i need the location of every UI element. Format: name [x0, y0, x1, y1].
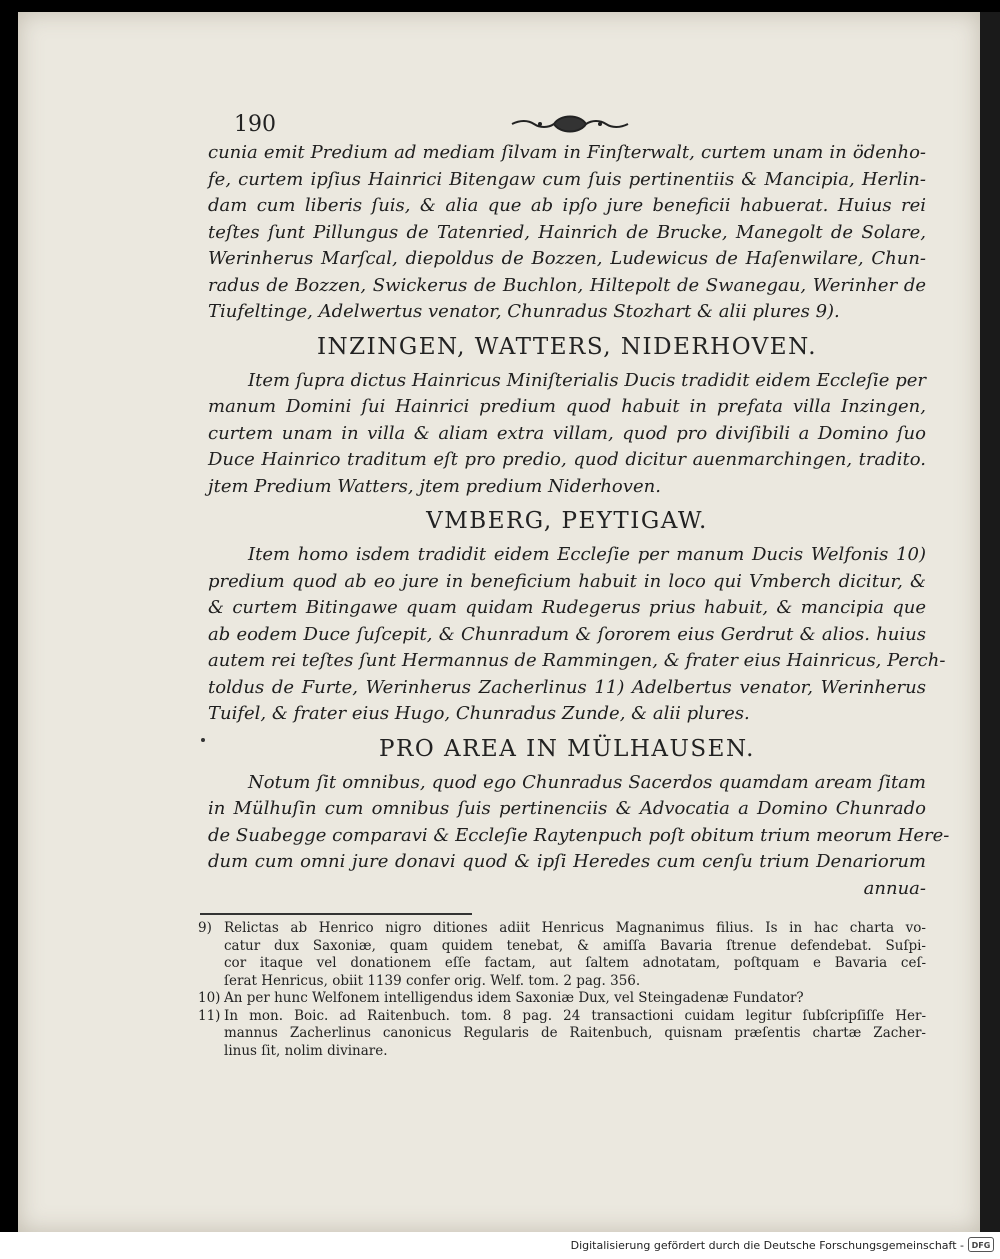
text-line: curtem unam in villa & aliam extra villam, quod pro diviſibili a Domino ſuo: [208, 422, 926, 444]
text-line: dam cum liberis ſuis, & alia que ab ipſo jure beneficii habuerat. Huius rei: [208, 195, 926, 216]
paragraph-4: [208, 770, 950, 903]
dfg-logo-icon: DFG: [968, 1237, 994, 1252]
text-line: radus de Bozzen, Swickerus de Buchlon, Hiltepolt de Swanegau, Werinher de: [208, 274, 926, 296]
text-line: dum cum omni jure donavi quod & ipſi Heredes cum cenſu trium Denariorum: [208, 851, 926, 872]
text-line: Werinherus Marſcal, diepoldus de Bozzen, Ludewicus de Haſenwilare, Chun-: [208, 248, 926, 269]
text-line: manum Domini ſui Hainrici predium quod habuit in prefata villa Inzingen,: [208, 396, 926, 417]
text-line: Tiufeltinge, Adelwertus venator, Chunradus Stozhart & alii plures 9).: [208, 301, 840, 322]
section-heading: INZINGEN, WATTERS, NIDERHOVEN.: [316, 333, 818, 360]
footnotes: [198, 920, 926, 1060]
text-line: predium quod ab eo jure in beneficium habuit in loco qui Vmberch dicitur, &: [208, 570, 926, 592]
text-line: de Suabegge comparavi & Eccleſie Raytenpuch poſt obitum trium meorum Here-: [208, 824, 950, 846]
main-text: [208, 140, 950, 902]
paragraph-1: [208, 140, 926, 326]
section-heading: PRO AREA IN MÜLHAUSEN.: [379, 735, 755, 762]
footnote-number: 10): [198, 990, 221, 1006]
footnote-number: 11): [198, 1007, 221, 1024]
text-line: cunia emit Predium ad mediam ſilvam in Finſterwalt, curtem unam in ödenho-: [208, 142, 926, 163]
text-line: in Mülhuſin cum omnibus ſuis pertinenciis & Advocatia a Domino Chunrado: [208, 798, 926, 819]
footnote-line: cor itaque vel donationem eſſe factam, aut ſaltem adnotatam, poſtquam e Bavaria ceſ-: [224, 955, 926, 971]
text-line: autem rei teſtes ſunt Hermannus de Rammingen, & frater eius Hainricus, Perch-: [208, 650, 946, 671]
text-line: toldus de Furte, Werinherus Zacherlinus 11) Adelbertus venator, Werinherus: [208, 676, 926, 698]
text-line: Notum ſit omnibus, quod ego Chunradus Sacerdos quamdam aream ſitam: [248, 771, 926, 793]
text-line: Item ſupra dictus Hainricus Miniſterialis Ducis tradidit eidem Eccleſie per: [248, 369, 926, 391]
footnote-rule: [200, 913, 472, 915]
margin-mark: [201, 738, 205, 742]
catchword: annua-: [863, 877, 926, 899]
footnote-line: catur dux Saxoniæ, quam quidem tenebat, & amiſſa Bavaria ſtrenue defendebat. Suſpi-: [224, 937, 926, 954]
footnote-11: [198, 1008, 926, 1061]
footnote-line: An per hunc Welfonem intelligendus idem Saxoniæ Dux, vel Steingadenæ Fundator?: [224, 990, 804, 1006]
text-line: ab eodem Duce ſuſcepit, & Chunradum & ſororem eius Gerdrut & alios. huius: [208, 623, 926, 645]
text-line: fe, curtem ipſius Hainrici Bitengaw cum ſuis pertinentiis & Mancipia, Herlin-: [208, 168, 926, 190]
footnote-line: linus ſit, nolim divinare.: [224, 1042, 388, 1059]
footnote-10: [198, 990, 926, 1008]
text-line: Item homo isdem tradidit eidem Eccleſie per manum Ducis Welfonis 10): [248, 544, 926, 565]
text-line: Duce Hainrico traditum eſt pro predio, quod dicitur auenmarchingen, tradito.: [208, 449, 926, 470]
paragraph-3: [208, 542, 946, 728]
footnote-line: Relictas ab Henrico nigro ditiones adiit Henricus Magnanimus filius. Is in hac charta vo-: [224, 920, 926, 936]
header-ornament: [510, 112, 630, 136]
scan-edge: [980, 12, 1000, 1232]
paragraph-2: [208, 368, 926, 501]
section-heading: VMBERG, PEYTIGAW.: [426, 508, 708, 534]
text-line: & curtem Bitingawe quam quidam Rudegerus prius habuit, & mancipia que: [208, 597, 926, 618]
text-line: teſtes ſunt Pillungus de Tatenried, Hainrich de Brucke, Manegolt de Solare,: [208, 221, 926, 243]
page-number: 190: [234, 112, 276, 137]
text-line: Tuifel, & frater eius Hugo, Chunradus Zunde, & alii plures.: [208, 703, 750, 724]
digitization-footer: [0, 1232, 1000, 1259]
funding-credit: Digitalisierung gefördert durch die Deutsche Forschungsgemeinschaft -: [570, 1239, 964, 1252]
footnote-9: [198, 920, 926, 990]
text-line: jtem Predium Watters, jtem predium Niderhoven.: [208, 475, 661, 497]
footnote-line: mannus Zacherlinus canonicus Regularis de Raitenbuch, quisnam præſentis chartæ Zacher-: [224, 1025, 926, 1041]
footnote-line: ſerat Henricus, obiit 1139 confer orig. Welf. tom. 2 pag. 356.: [224, 972, 641, 989]
footnote-line: In mon. Boic. ad Raitenbuch. tom. 8 pag. 24 transactioni cuidam legitur ſubſcripſiſſe Her-: [224, 1007, 926, 1024]
footnote-number: 9): [198, 920, 212, 936]
